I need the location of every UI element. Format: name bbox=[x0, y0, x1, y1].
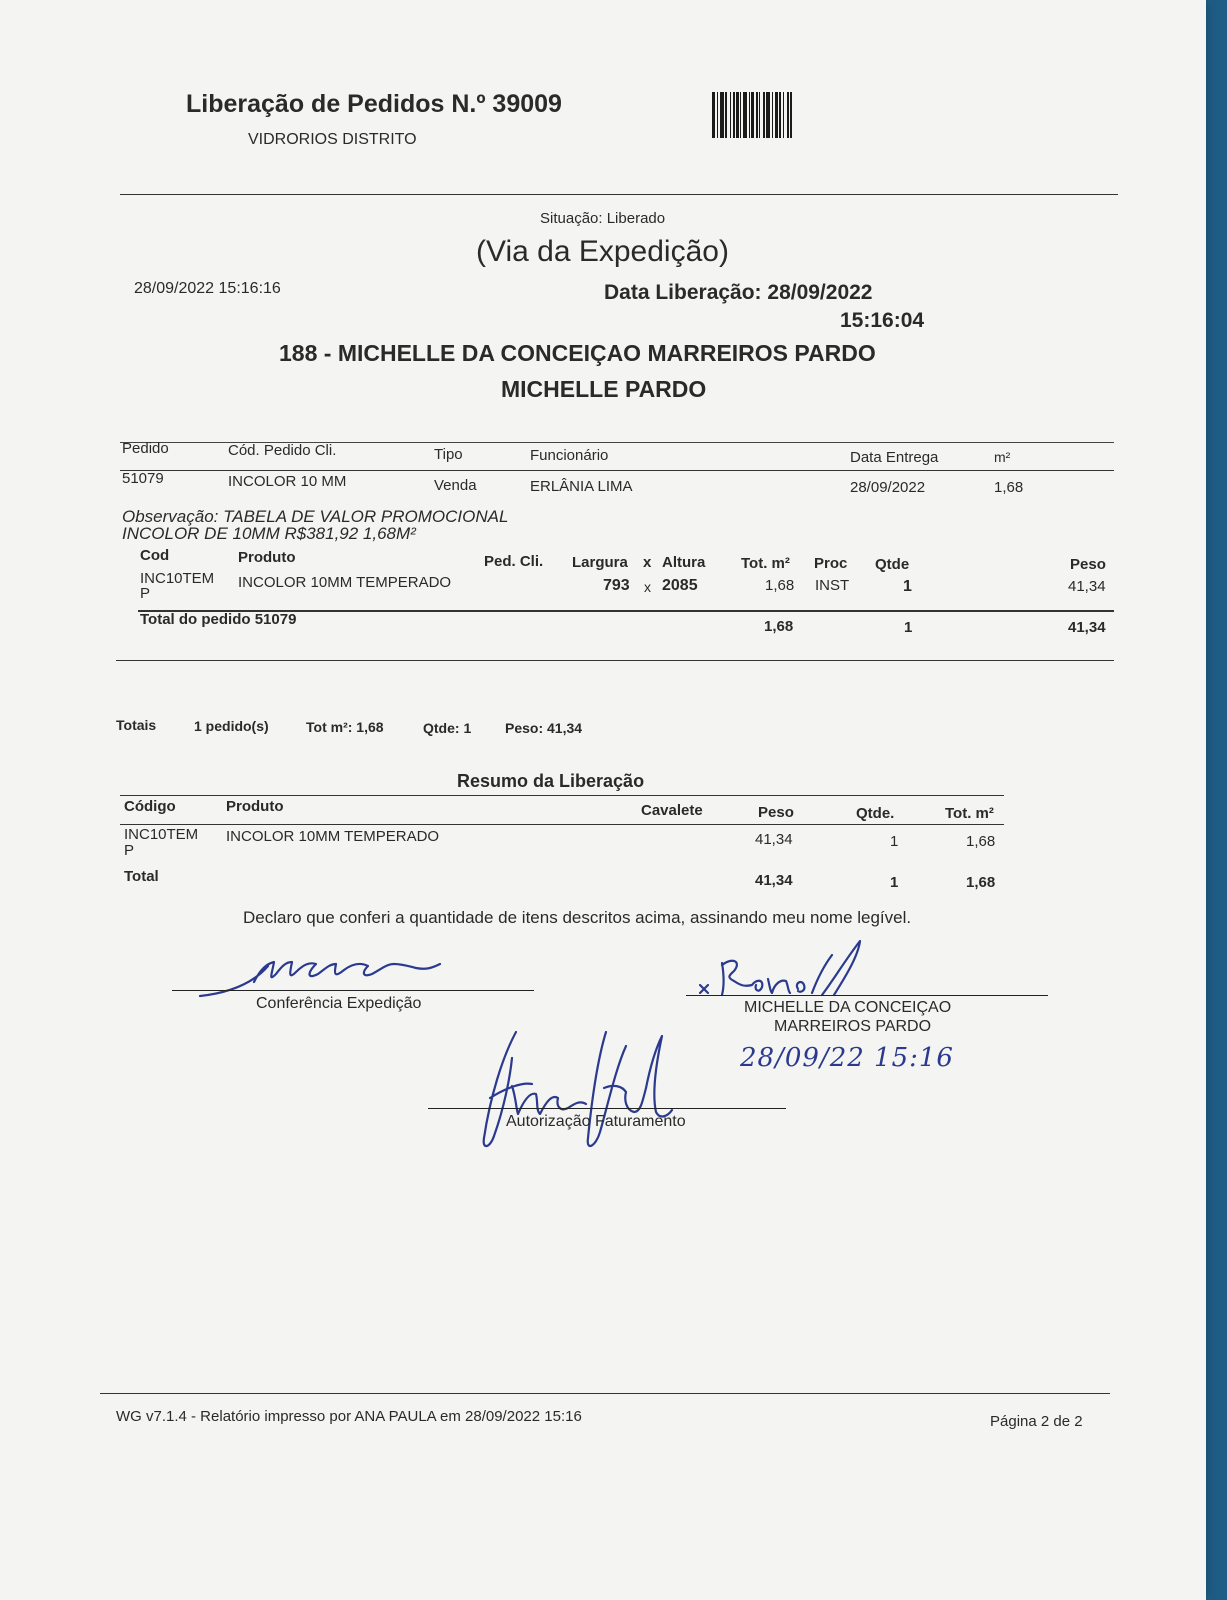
item-tot-m2: 1,68 bbox=[765, 577, 795, 594]
item-produto: INCOLOR 10MM TEMPERADO bbox=[238, 574, 452, 591]
order-total-m2: 1,68 bbox=[764, 618, 794, 635]
totals-pedidos: 1 pedido(s) bbox=[194, 718, 269, 734]
client-name-line2: MARREIROS PARDO bbox=[774, 1018, 932, 1035]
summary-total-tot-m2: 1,68 bbox=[966, 874, 996, 891]
release-date: Data Liberação: 28/09/2022 bbox=[604, 281, 873, 304]
header-pedido: Pedido bbox=[122, 440, 169, 457]
item-cod-cont: P bbox=[140, 585, 151, 602]
summary-total-peso: 41,34 bbox=[755, 872, 793, 889]
release-time: 15:16:04 bbox=[840, 309, 925, 332]
declaration-text: Declaro que conferi a quantidade de itens descritos acima, assinando meu nome legível. bbox=[243, 908, 912, 927]
divider bbox=[120, 824, 1004, 825]
item-cod: INC10TEM bbox=[140, 570, 215, 587]
item-largura: 793 bbox=[603, 577, 630, 594]
summary-header-cavalete: Cavalete bbox=[641, 802, 703, 819]
summary-header-produto: Produto bbox=[226, 798, 284, 815]
authorization-signature bbox=[476, 1028, 696, 1154]
divider bbox=[116, 660, 1114, 661]
summary-codigo: INC10TEM bbox=[124, 826, 199, 843]
summary-codigo-cont: P bbox=[124, 842, 135, 859]
summary-qtde: 1 bbox=[890, 833, 899, 850]
summary-total-qtde: 1 bbox=[890, 874, 899, 891]
order-total-qtde: 1 bbox=[904, 619, 913, 636]
header-cod-pedido-cli: Cód. Pedido Cli. bbox=[228, 442, 337, 459]
header-peso: Peso bbox=[1070, 556, 1106, 573]
header-ped-cli: Ped. Cli. bbox=[484, 553, 544, 570]
header-m2: m² bbox=[994, 449, 1011, 465]
order-data-entrega: 28/09/2022 bbox=[850, 479, 926, 496]
divider bbox=[120, 470, 1114, 471]
item-qtde: 1 bbox=[903, 578, 912, 595]
header-funcionario: Funcionário bbox=[530, 447, 609, 464]
handwritten-date: 28/09/22 15:16 bbox=[740, 1043, 954, 1073]
order-cod-pedido-cli: INCOLOR 10 MM bbox=[228, 473, 347, 490]
summary-produto: INCOLOR 10MM TEMPERADO bbox=[226, 828, 440, 845]
signature-line bbox=[172, 990, 534, 991]
item-proc: INST bbox=[815, 577, 850, 594]
copy-label: (Via da Expedição) bbox=[476, 235, 729, 268]
summary-header-codigo: Código bbox=[124, 798, 176, 815]
barcode-bar bbox=[792, 92, 796, 138]
print-datetime: 28/09/2022 15:16:16 bbox=[134, 280, 281, 297]
header-produto: Produto bbox=[238, 549, 296, 566]
header-qtde: Qtde bbox=[875, 556, 910, 573]
authorization-label: Autorização Faturamento bbox=[506, 1113, 686, 1130]
summary-header-qtde: Qtde. bbox=[856, 805, 895, 822]
summary-tot-m2: 1,68 bbox=[966, 833, 996, 850]
summary-total-label: Total bbox=[124, 868, 159, 885]
order-pedido: 51079 bbox=[122, 470, 164, 487]
summary-peso: 41,34 bbox=[755, 831, 793, 848]
totals-m2: Tot m²: 1,68 bbox=[306, 719, 384, 735]
company-name: VIDRORIOS DISTRITO bbox=[248, 131, 417, 148]
header-x: x bbox=[643, 554, 652, 571]
divider bbox=[120, 194, 1118, 195]
footer-divider bbox=[100, 1393, 1110, 1394]
signature-line bbox=[428, 1108, 786, 1109]
conference-label: Conferência Expedição bbox=[256, 995, 422, 1012]
order-m2: 1,68 bbox=[994, 479, 1024, 496]
header-tot-m2: Tot. m² bbox=[741, 555, 790, 572]
observation-line-2: INCOLOR DE 10MM R$381,92 1,68M² bbox=[122, 524, 416, 543]
totals-peso: Peso: 41,34 bbox=[505, 720, 583, 736]
item-peso: 41,34 bbox=[1068, 578, 1106, 595]
header-proc: Proc bbox=[814, 555, 848, 572]
client-signature bbox=[694, 935, 894, 999]
header-data-entrega: Data Entrega bbox=[850, 449, 939, 466]
document-title: Liberação de Pedidos N.º 39009 bbox=[186, 90, 562, 118]
summary-header-peso: Peso bbox=[758, 804, 794, 821]
header-altura: Altura bbox=[662, 554, 706, 571]
divider bbox=[120, 795, 1004, 796]
footer-page-number: Página 2 de 2 bbox=[990, 1413, 1083, 1430]
client-short-name: MICHELLE PARDO bbox=[501, 376, 707, 402]
item-altura: 2085 bbox=[662, 577, 698, 594]
item-x: x bbox=[644, 579, 651, 595]
order-total-label: Total do pedido 51079 bbox=[140, 611, 297, 628]
barcode-image bbox=[712, 92, 888, 138]
client-name-line1: MICHELLE DA CONCEIÇAO bbox=[744, 999, 952, 1016]
summary-header-tot-m2: Tot. m² bbox=[945, 805, 994, 822]
order-tipo: Venda bbox=[434, 477, 477, 494]
situation-status: Situação: Liberado bbox=[540, 210, 666, 227]
summary-title: Resumo da Liberação bbox=[457, 771, 645, 791]
totals-label: Totais bbox=[116, 717, 157, 733]
header-cod: Cod bbox=[140, 547, 170, 564]
observation-line-1: Observação: TABELA DE VALOR PROMOCIONAL bbox=[122, 507, 509, 526]
order-total-peso: 41,34 bbox=[1068, 619, 1106, 636]
order-funcionario: ERLÂNIA LIMA bbox=[530, 478, 633, 495]
client-full-name: 188 - MICHELLE DA CONCEIÇAO MARREIROS PARDO bbox=[279, 340, 876, 366]
signature-line bbox=[686, 995, 1048, 996]
header-largura: Largura bbox=[572, 554, 628, 571]
footer-printed-by: WG v7.1.4 - Relatório impresso por ANA PAULA em 28/09/2022 15:16 bbox=[116, 1408, 582, 1425]
header-tipo: Tipo bbox=[434, 446, 463, 463]
totals-qtde: Qtde: 1 bbox=[423, 720, 472, 736]
